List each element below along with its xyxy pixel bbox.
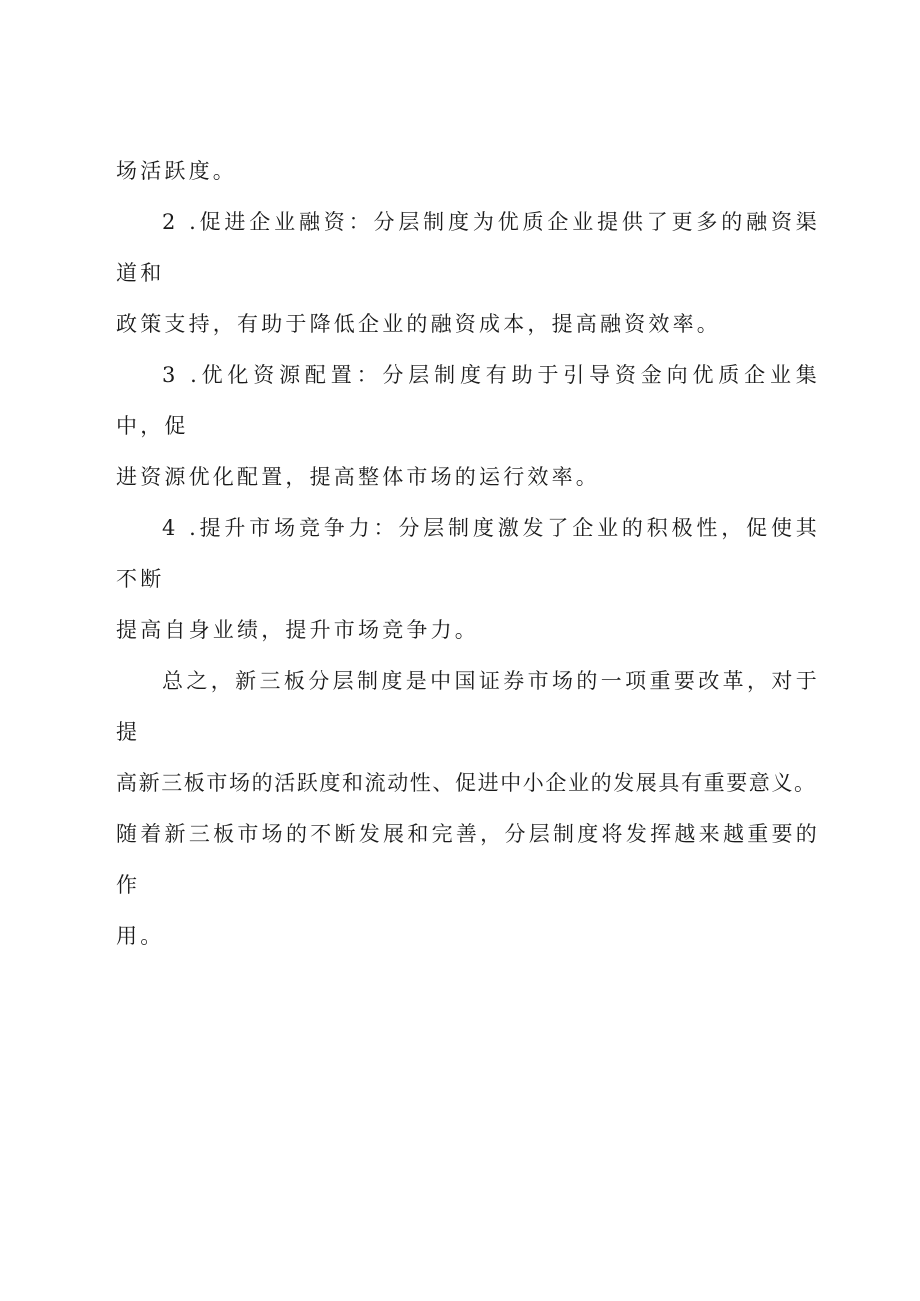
text-line: 2 .促进企业融资：分层制度为优质企业提供了更多的融资渠道和: [116, 210, 820, 285]
paragraph-continuation: [116, 146, 820, 197]
text-line: 4 .提升市场竞争力：分层制度激发了企业的积极性，促使其不断: [116, 516, 820, 591]
text-line: 政策支持，有助于降低企业的融资成本，提高融资效率。: [116, 312, 721, 336]
text-line: 随着新三板市场的不断发展和完善，分层制度将发挥越来越重要的作: [116, 822, 820, 897]
paragraph-item-3: [116, 350, 820, 503]
text-line: 提高自身业绩，提升市场竞争力。: [116, 618, 479, 642]
text-line: 3 .优化资源配置：分层制度有助于引导资金向优质企业集中，促: [116, 363, 820, 438]
paragraph-summary: [116, 656, 820, 962]
paragraph-item-2: [116, 197, 820, 350]
paragraph-item-4: [116, 503, 820, 656]
text-line: 场活跃度。: [116, 159, 237, 183]
text-line: 进资源优化配置，提高整体市场的运行效率。: [116, 465, 600, 489]
document-body: [116, 146, 820, 962]
text-line: 高新三板市场的活跃度和流动性、促进中小企业的发展具有重要意义。: [116, 771, 817, 795]
text-line: 用。: [116, 924, 165, 948]
text-line: 总之，新三板分层制度是中国证券市场的一项重要改革，对于提: [116, 669, 820, 744]
